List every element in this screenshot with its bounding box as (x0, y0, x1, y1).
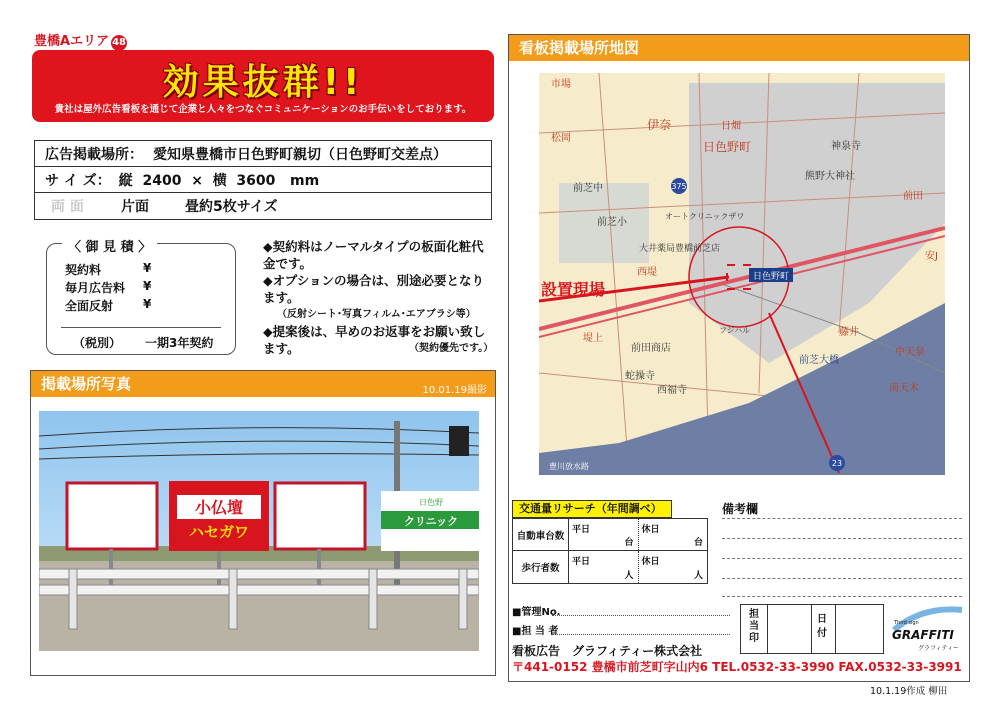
map-header (509, 35, 969, 61)
remarks-line (722, 578, 962, 579)
site-photo (39, 411, 479, 651)
traffic-walk-unit-holiday: 人 (693, 571, 703, 581)
side-row (35, 193, 491, 219)
map-label-river: 豊川放水路 (549, 462, 589, 471)
traffic-car-weekday (569, 519, 639, 550)
traffic-walk-weekday (569, 551, 639, 583)
traffic-car-label: 自動車台数 (513, 519, 569, 550)
size-value: 縦 2400 × 横 3600 mm (118, 172, 320, 189)
sign-right-small: 日色野 (419, 498, 443, 507)
map-label-route375: 375 (671, 182, 687, 191)
map-label-shiraku: フジハル (719, 326, 751, 335)
footer-created: 10.1.19作成 柳田 (870, 686, 948, 697)
map-label-maeshiba-es: 前芝小 (597, 217, 627, 228)
headline: 効果抜群!! (162, 62, 364, 103)
size-row (35, 167, 491, 193)
company-name: 看板広告 グラフィティー株式会社 (512, 644, 703, 658)
stamp-label: 担当印 (749, 609, 759, 644)
location-value: 愛知県豊橋市日色野町親切（日色野町交差点） (153, 146, 447, 163)
map-label-hishikino: 日色野町 (703, 140, 752, 154)
management-no-label: ■管理No. (512, 607, 561, 618)
traffic-car-row (513, 519, 707, 551)
estimate-label-reflect: 全面反射 (65, 299, 114, 313)
side-both: 両 面 (51, 199, 84, 215)
remarks-line (722, 518, 962, 519)
map-label-route23: 23 (831, 459, 843, 468)
estimate-value-contract: ¥ (143, 261, 152, 275)
traffic-holiday-label-2: 休日 (641, 557, 660, 567)
map-label-nakatengu: 中天泉 (895, 347, 925, 358)
map-label-maeda-shoten: 前田商店 (631, 343, 671, 354)
date-label: 日付 (817, 614, 827, 639)
map-panel (508, 34, 970, 682)
photo-date: 10.01.19撮影 (422, 385, 487, 396)
contract-term: 一期3年契約 (145, 336, 214, 350)
side-single: 片面 (121, 199, 149, 215)
map-label-tsutsumiue: 堤上 (583, 333, 603, 344)
area-number-badge: 48 (111, 35, 127, 51)
photo-header (31, 371, 495, 397)
traffic-walk-holiday (639, 551, 708, 583)
map-title: 看板掲載場所地図 (519, 39, 640, 57)
size-label: サ イ ズ： (45, 172, 111, 189)
area-label: 豊橋Aエリア (34, 34, 110, 49)
remarks-line (722, 538, 962, 539)
map-label-minamiten: 南天木 (889, 383, 919, 394)
map-label-inana: 伊奈 (647, 118, 672, 132)
remarks-line (722, 558, 962, 559)
clinic-sign (381, 491, 479, 551)
map-label-matsuoka: 松岡 (551, 133, 571, 144)
note-1: ◆契約料はノーマルタイプの板面化粧代金です。 (263, 239, 484, 271)
tagline: 貴社は屋外広告看板を通じて企業と人々をつなぐコミュニケーションのお手伝いをしております。 (54, 104, 472, 115)
management-no-line (552, 615, 730, 616)
traffic-walk-label: 歩行者数 (513, 551, 569, 583)
management-person-line (552, 634, 730, 635)
map-label-maeshiba-jh: 前芝中 (573, 183, 603, 194)
location-label: 広告掲載場所： (45, 146, 143, 163)
company-address: 〒441-0152 豊橋市前芝町字山内6 TEL.0532-33-3990 FAX.0532-33-3991 (512, 660, 962, 674)
note-3-detail: （契約優先です。） (409, 343, 494, 354)
traffic-car-holiday (639, 519, 708, 550)
sign-center-line1: 小仏壇 (194, 498, 244, 517)
traffic-car-unit-holiday: 台 (693, 538, 703, 548)
traffic-table (512, 518, 708, 584)
management-person-label: ■担 当 者 (512, 626, 559, 637)
tax-label: （税別） (73, 336, 122, 350)
photo-panel (30, 370, 496, 676)
note-3: ◆提案後は、早めのお返事をお願い致します。 (263, 324, 486, 356)
traffic-walk-unit: 人 (624, 571, 634, 581)
map-label-kumano: 熊野大神社 (805, 171, 855, 182)
map-label-ichiba: 市場 (551, 79, 571, 90)
traffic-weekday-label-2: 平日 (572, 557, 591, 567)
notes (263, 238, 493, 357)
stamp-box (740, 604, 884, 654)
map-label-shinmei: 神泉寺 (831, 141, 861, 152)
tatami-size: 畳約5枚サイズ (185, 199, 278, 215)
estimate-value-reflect: ¥ (143, 297, 152, 311)
map-label-hiroi: 蛇操寺 (625, 371, 655, 382)
note-2-detail: （反射シート･写真フィルム･エアブラシ等） (277, 309, 476, 320)
logo-text: GRAFFITI (892, 628, 954, 642)
site-label: 設置現場 (541, 280, 606, 299)
map-label-auto-clinic: オートクリニックザワ (665, 212, 745, 221)
remarks-title: 備考欄 (722, 502, 759, 516)
logo-kana: グラフィティー (918, 645, 960, 652)
sign-right-text: クリニック (403, 515, 459, 528)
logo-small: Third sign (894, 620, 919, 626)
traffic-title: 交通量リサーチ（年間調べ） (512, 500, 672, 518)
traffic-walk-row (513, 551, 707, 583)
remarks-line (722, 596, 962, 597)
estimate-value-monthly: ¥ (143, 279, 152, 293)
map-label-oi: 大井薬局豊橋前芝店 (639, 244, 721, 254)
traffic-car-unit: 台 (624, 538, 634, 548)
map-label-hikata: 日畑 (721, 121, 741, 132)
traffic-holiday-label: 休日 (641, 525, 660, 535)
map-label-yasuiya: 安J (925, 251, 938, 262)
headline-banner (32, 50, 494, 122)
map-label-nishitsutsumi: 西堤 (637, 267, 657, 278)
map-label-hishikino-sign: 日色野町 (752, 272, 790, 282)
sign-center-line2: ハセガワ (188, 523, 250, 541)
estimate-title: 〈 御 見 積 〉 (62, 236, 157, 255)
traffic-weekday-label: 平日 (572, 525, 591, 535)
map-label-fujii: 藤井 (839, 327, 859, 338)
estimate-label-monthly: 毎月広告料 (65, 281, 126, 295)
area-tag (34, 30, 127, 51)
estimate-divider (61, 327, 221, 328)
map-label-nishino: 西福寺 (657, 385, 687, 396)
location-map (539, 73, 945, 475)
estimate-label-contract: 契約料 (65, 263, 102, 277)
info-table (34, 140, 492, 220)
graffiti-logo (892, 606, 964, 654)
photo-title: 掲載場所写真 (41, 375, 132, 393)
estimate-box (46, 243, 236, 355)
note-2: ◆オプションの場合は、別途必要となります。 (263, 273, 484, 305)
map-label-maeda: 前田 (903, 191, 923, 202)
location-row (35, 141, 491, 167)
map-label-maeshiba-bridge: 前芝大橋 (799, 355, 839, 366)
